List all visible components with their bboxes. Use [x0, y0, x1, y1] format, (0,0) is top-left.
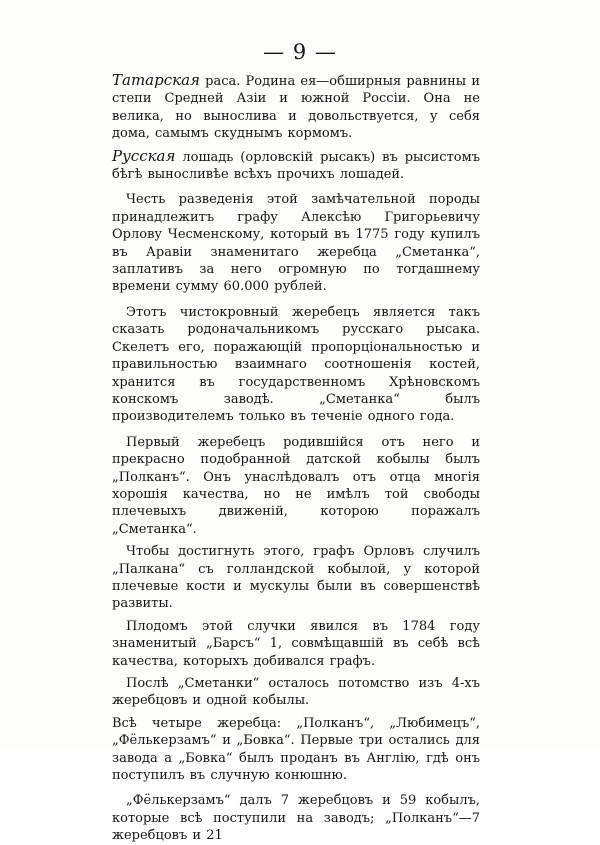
paragraph-offspring: Послѣ „Сметанки“ осталось потомство изъ 4-хъ жеребцовъ и одной кобылы. — [112, 676, 480, 709]
paragraph-bars: Плодомъ этой случки явился въ 1784 году знаменитый „Барсъ“ 1, совмѣщавшій въ себѣ всѣ качества, которыхъ добивался графъ. — [112, 618, 480, 669]
paragraph-four-stallions: Всѣ четыре жеребца: „Полканъ“, „Любимецъ“, „Фёлькерзамъ“ и „Бовка“. Первые три остались для завода а „Бовка“ былъ проданъ въ Англію, гдѣ онъ поступилъ въ случную конюшню. — [112, 715, 480, 784]
paragraph-text: раса. Родина ея—обширныя равнины и степи Средней Азіи и южной Россіи. Она не велика, но вынослива и довольствуется, у себя дома, самымъ скуднымъ кормомъ. — [112, 74, 480, 142]
paragraph-folkerzam: „Фёлькерзамъ“ далъ 7 жеребцовъ и 59 кобылъ, которые всѣ поступили на заводъ; „Полканъ“—7 жеребцовъ и 21 — [112, 793, 480, 844]
paragraph-tatar-breed — [112, 72, 480, 143]
paragraph-polkan: Первый жеребецъ родившійся отъ него и прекрасно подобранной датской кобылы былъ „Полканъ“. Онъ унаслѣдовалъ отъ отца многія хорошія качества, но не имѣлъ той свободы плечевыхъ движеній, которою поражалъ „Сметанка“. — [112, 434, 480, 537]
paragraph-orlov-history: Честь разведенія этой замѣчательной породы принадлежитъ графу Алексѣю Григорьевичу Орлову Чесменскому, который въ 1775 году купилъ въ Аравіи знаменитаго жеребца „Сметанка“, заплативъ за него огромную по тогдашнему времени сумму 60.000 рублей. — [112, 192, 480, 295]
breed-name-tatar: Татарская — [112, 71, 200, 89]
body-text — [112, 72, 480, 845]
page-number: — 9 — — [263, 40, 337, 64]
paragraph-text: лошадь (орловскій рысакъ) въ рысистомъ бѣгѣ выносливѣе всѣхъ прочихъ лошадей. — [112, 149, 480, 183]
breed-name-russian: Русская — [112, 146, 176, 165]
paragraph-russian-breed — [112, 148, 480, 184]
paragraph-smetanka-ancestor: Этотъ чистокровный жеребецъ является такъ сказать родоначальникомъ русскаго рысака. Скелетъ его, поражающій пропорціональностью и правильностью взаимнаго соотношенія костей, хранится въ государственномъ Хрѣновскомъ конскомъ заводѣ. „Сметанка“ былъ производителемъ только въ теченіе одного года. — [112, 304, 480, 425]
paragraph-dutch-mare: Чтобы достигнуть этого, графъ Орловъ случилъ „Палкана“ съ голландской кобылой, у которой плечевые кости и мускулы были въ совершенствѣ развиты. — [112, 544, 480, 612]
